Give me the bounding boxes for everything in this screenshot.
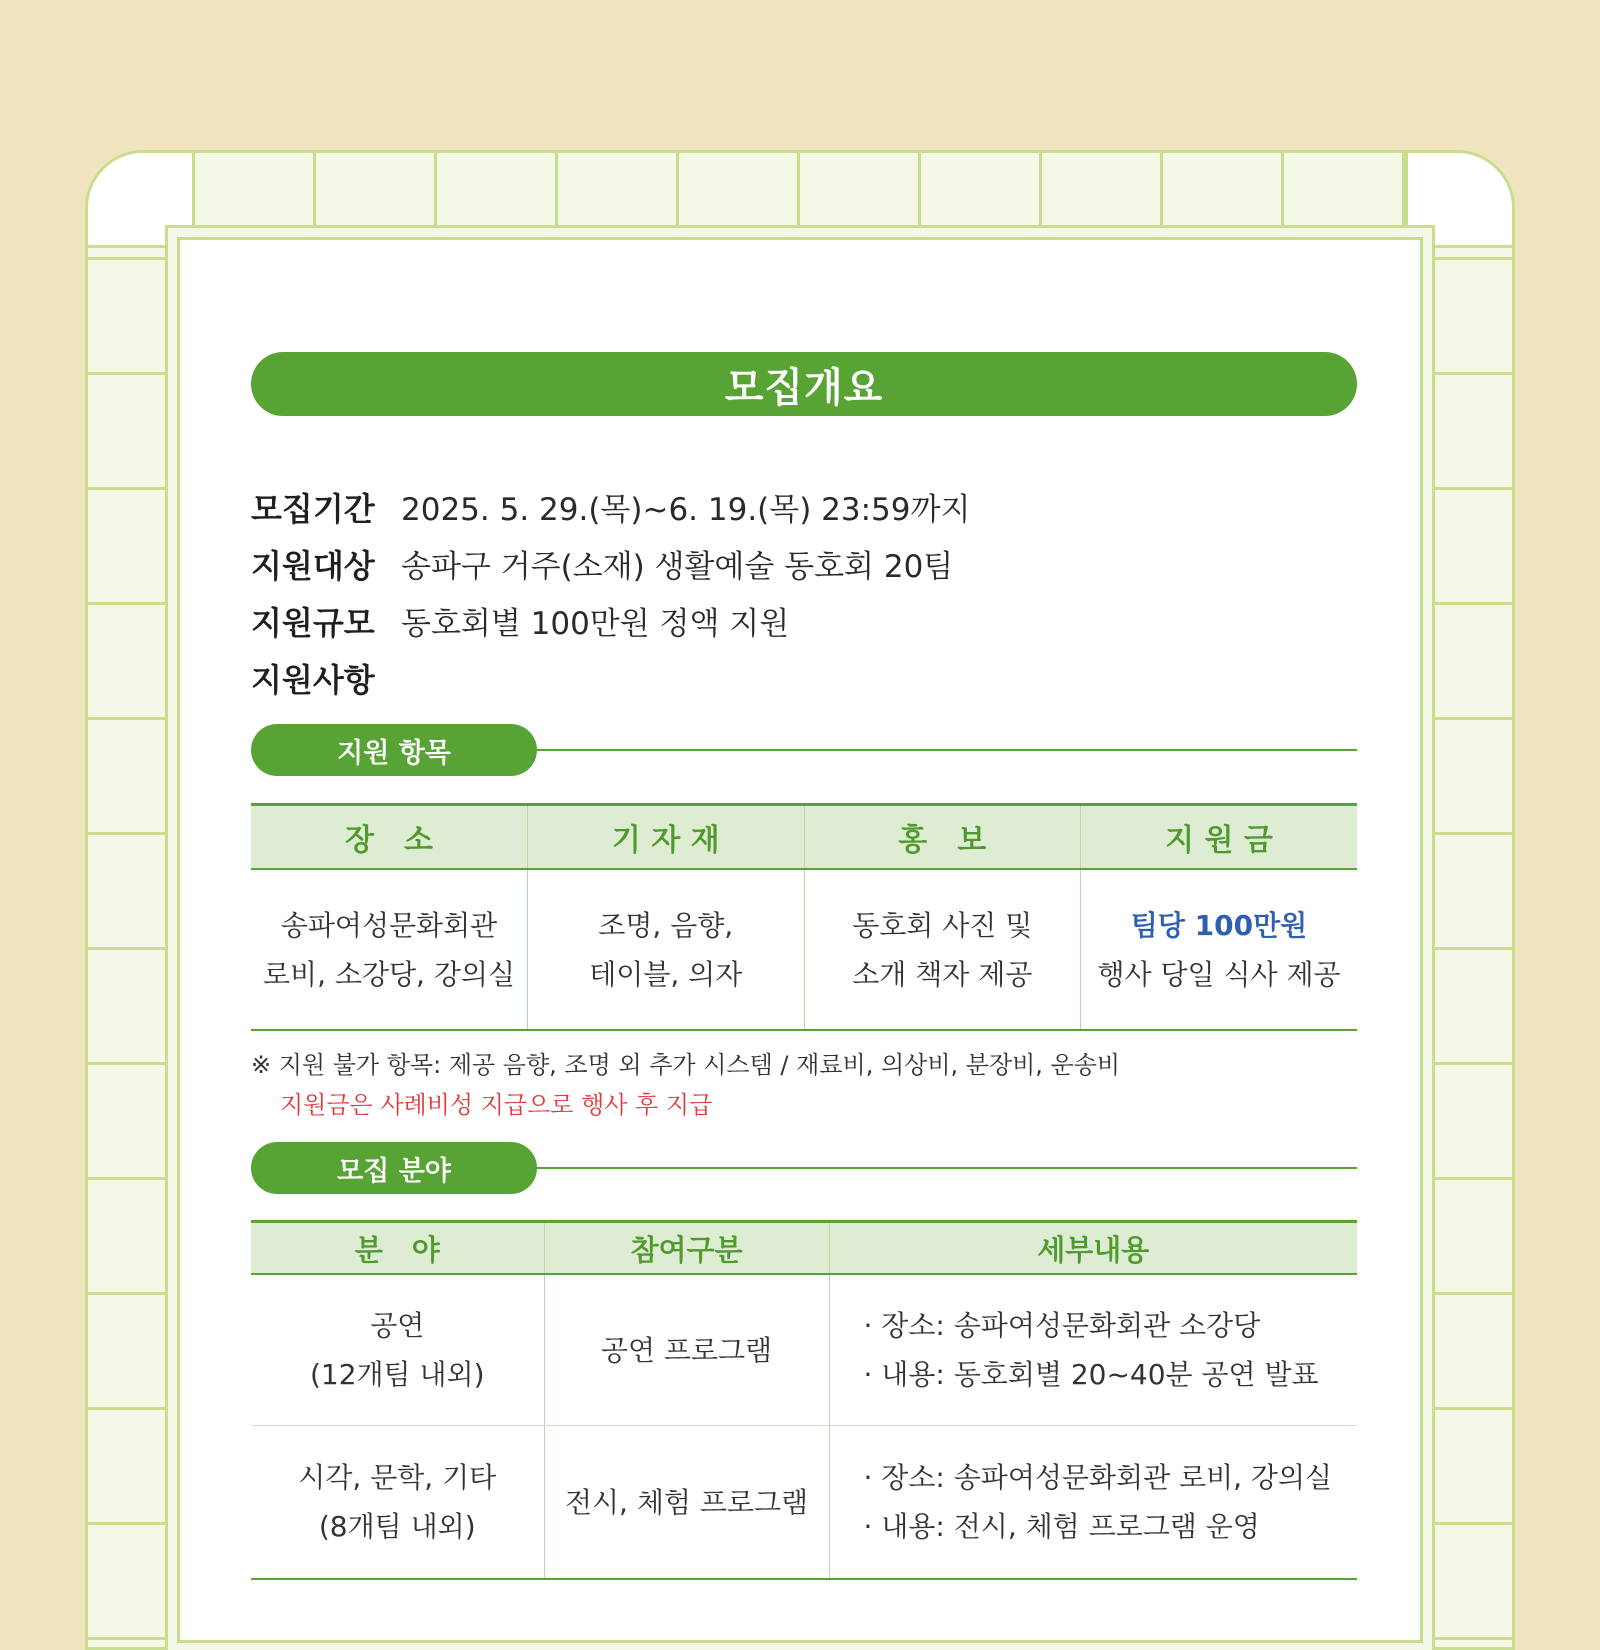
column-header: 참여구분 xyxy=(544,1222,829,1275)
table-row xyxy=(251,869,1357,1030)
column-header: 기 자 재 xyxy=(528,805,805,870)
section-divider xyxy=(530,749,1357,751)
frame-corner-left xyxy=(88,153,195,248)
table-row xyxy=(251,1274,1357,1426)
info-row-support xyxy=(251,649,970,706)
cell-line: 공연 xyxy=(370,1309,425,1342)
info-row-target xyxy=(251,535,970,592)
table-header-row xyxy=(251,805,1357,870)
info-value: 동호회별 100만원 정액 지원 xyxy=(401,606,790,642)
cell-line: 동호회 사진 및 xyxy=(852,908,1033,942)
note-text: ※ 지원 불가 항목: 제공 음향, 조명 외 추가 시스템 / 재료비, 의상비, 분장비, 운송비 xyxy=(251,1051,1121,1079)
note-warning: 지원금은 사례비성 지급으로 행사 후 지급 xyxy=(280,1091,713,1119)
cell-line: · 내용: 동호회별 20~40분 공연 발표 xyxy=(863,1358,1319,1391)
cell-line: 시각, 문학, 기타 xyxy=(298,1461,497,1494)
cell-line: · 장소: 송파여성문화회관 소강당 xyxy=(863,1309,1261,1342)
column-header: 분 야 xyxy=(251,1222,544,1275)
cell-line: · 장소: 송파여성문화회관 로비, 강의실 xyxy=(863,1461,1333,1494)
section-label-support: 지원 항목 xyxy=(251,724,537,776)
cell-line: (8개팀 내외) xyxy=(318,1510,476,1543)
table-cell xyxy=(829,1426,1357,1580)
cell-line: (12개팀 내외) xyxy=(309,1358,485,1391)
column-header: 장 소 xyxy=(251,805,528,870)
cell-line: · 내용: 전시, 체험 프로그램 운영 xyxy=(863,1510,1260,1543)
info-value: 송파구 거주(소재) 생활예술 동호회 20팀 xyxy=(401,549,954,585)
cell-line: 조명, 음향, xyxy=(598,908,734,942)
column-header: 홍 보 xyxy=(804,805,1081,870)
support-note xyxy=(251,1045,1120,1125)
info-list xyxy=(251,478,970,706)
table-cell xyxy=(528,869,805,1030)
fields-table xyxy=(251,1220,1357,1580)
info-label: 모집기간 xyxy=(251,489,375,528)
info-label: 지원대상 xyxy=(251,546,375,585)
page-title: 모집개요 xyxy=(251,352,1357,416)
table-cell xyxy=(251,1426,544,1580)
cell-line: 소개 책자 제공 xyxy=(852,957,1033,991)
info-label: 지원규모 xyxy=(251,603,375,642)
info-row-period xyxy=(251,478,970,535)
section-divider xyxy=(530,1167,1357,1169)
table-cell xyxy=(829,1274,1357,1426)
section-label-fields: 모집 분야 xyxy=(251,1142,537,1194)
info-value: 2025. 5. 29.(목)~6. 19.(목) 23:59까지 xyxy=(401,492,971,528)
table-cell: 전시, 체험 프로그램 xyxy=(544,1426,829,1580)
info-label: 지원사항 xyxy=(251,660,375,699)
table-cell xyxy=(1081,869,1358,1030)
table-cell: 공연 프로그램 xyxy=(544,1274,829,1426)
support-table xyxy=(251,803,1357,1031)
cell-line: 행사 당일 식사 제공 xyxy=(1097,957,1341,991)
table-header-row xyxy=(251,1222,1357,1275)
cell-line: 로비, 소강당, 강의실 xyxy=(263,957,515,991)
cell-line: 송파여성문화회관 xyxy=(280,908,498,942)
column-header: 세부내용 xyxy=(829,1222,1357,1275)
column-header: 지 원 금 xyxy=(1081,805,1358,870)
table-cell xyxy=(251,869,528,1030)
grant-amount: 팀당 100만원 xyxy=(1130,908,1308,942)
cell-line: 테이블, 의자 xyxy=(589,957,743,991)
info-row-scale xyxy=(251,592,970,649)
table-cell xyxy=(251,1274,544,1426)
table-cell xyxy=(804,869,1081,1030)
frame-corner-right xyxy=(1405,153,1512,248)
table-row xyxy=(251,1426,1357,1580)
